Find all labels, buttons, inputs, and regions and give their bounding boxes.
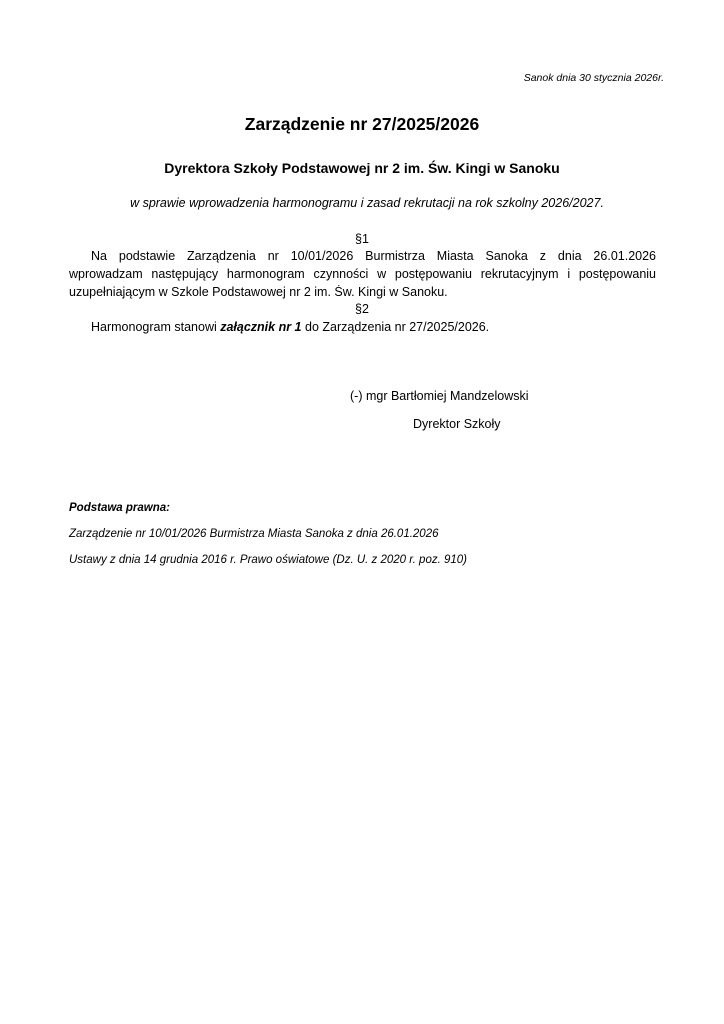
attachment-reference: załącznik nr 1	[220, 320, 302, 334]
section-1-line: Na podstawie Zarządzenia nr 10/01/2026 Burmistrza Miasta Sanoka z dnia 26.01.2026	[91, 249, 656, 263]
document-subject: w sprawie wprowadzenia harmonogramu i zasad rekrutacji na rok szkolny 2026/2027.	[130, 196, 604, 210]
legal-basis-item: Zarządzenie nr 10/01/2026 Burmistrza Miasta Sanoka z dnia 26.01.2026	[69, 528, 439, 540]
section-2-paragraph	[69, 320, 656, 334]
section-1-line: uzupełniającym w Szkole Podstawowej nr 2 im. Św. Kingi w Sanoku.	[69, 285, 448, 299]
legal-basis-heading: Podstawa prawna:	[69, 502, 170, 514]
section-1-mark: §1	[355, 232, 369, 246]
section-1-line: wprowadzam następujący harmonogram czynności w postępowaniu rekrutacyjnym i postępowaniu	[69, 267, 656, 281]
signatory-role: Dyrektor Szkoły	[413, 417, 501, 431]
section-2-text-after: do Zarządzenia nr 27/2025/2026.	[301, 320, 490, 334]
signatory-name: (-) mgr Bartłomiej Mandzelowski	[350, 389, 529, 403]
legal-basis-item: Ustawy z dnia 14 grudnia 2016 r. Prawo oświatowe (Dz. U. z 2020 r. poz. 910)	[69, 554, 468, 566]
document-title: Zarządzenie nr 27/2025/2026	[244, 114, 480, 134]
section-2-mark: §2	[355, 302, 369, 316]
document-subtitle: Dyrektora Szkoły Podstawowej nr 2 im. Św. Kingi w Sanoku	[164, 160, 560, 176]
date-line: Sanok dnia 30 stycznia 2026r.	[523, 72, 664, 84]
section-2-text-before: Harmonogram stanowi	[91, 320, 221, 334]
